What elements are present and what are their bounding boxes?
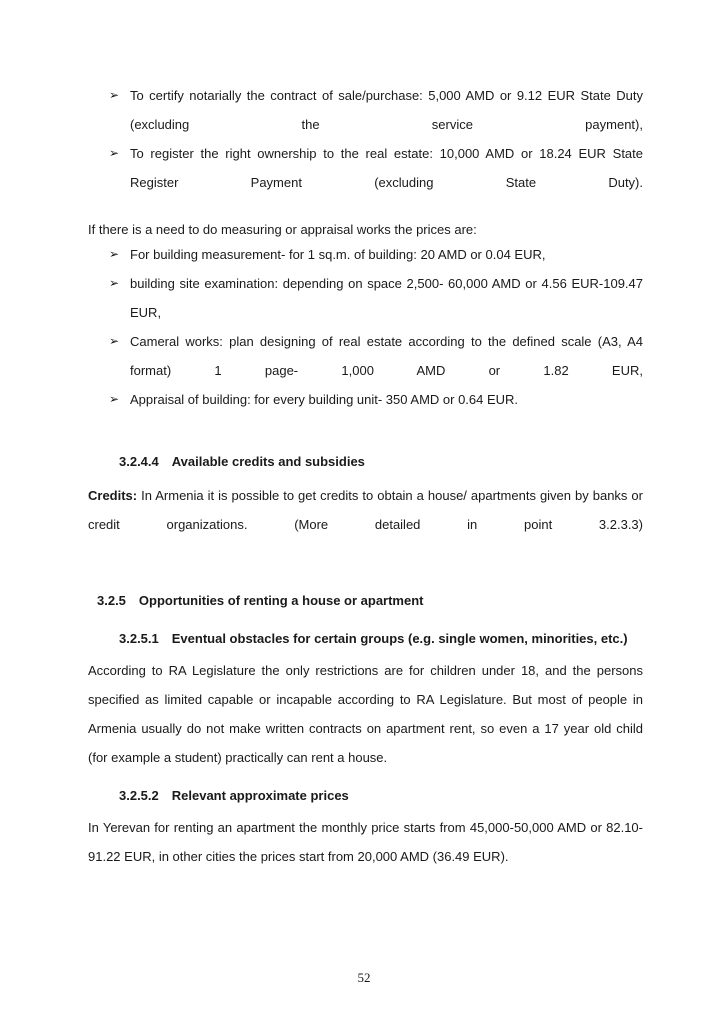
section-heading-3-2-4-4: 3.2.4.4 Available credits and subsidies [119,454,365,469]
prices-paragraph: In Yerevan for renting an apartment the monthly price starts from 45,000-50,000 AMD or 82.10- 91.22 EUR, in other cities the prices start from 20,000 AMD (36.49 EUR). [88,820,643,864]
section-heading-3-2-5-2: 3.2.5.2 Relevant approximate prices [119,788,349,803]
obstacles-paragraph: According to RA Legislature the only restrictions are for children under 18, and the persons specified as limited capable or incapable according to RA Legislature. But most of people in Armenia usually do not make written contracts on apartment rent, so even a 17 year old child (for example a student) practically can rent a house. [88,663,643,765]
notary-fees-list [88,81,643,197]
arrow-bullet-icon: ➢ [109,334,120,348]
arrow-bullet-icon: ➢ [109,276,120,290]
section-heading-3-2-5: 3.2.5 Opportunities of renting a house or apartment [97,593,424,608]
arrow-bullet-icon: ➢ [109,247,120,261]
list-item: ➢ Appraisal of building: for every building unit- 350 AMD or 0.64 EUR. [88,385,643,414]
measuring-intro: If there is a need to do measuring or appraisal works the prices are: [88,222,477,237]
list-item: ➢ To certify notarially the contract of sale/purchase: 5,000 AMD or 9.12 EUR State Duty (excluding the service payment), [88,81,643,139]
list-item: ➢ For building measurement- for 1 sq.m. of building: 20 AMD or 0.04 EUR, [88,240,643,269]
arrow-bullet-icon: ➢ [109,392,120,406]
arrow-bullet-icon: ➢ [109,146,120,160]
measuring-prices-list [88,240,643,414]
page-number: 52 [357,970,371,985]
credits-paragraph: Credits: In Armenia it is possible to get credits to obtain a house/ apartments given by banks or credit organizations. (More detailed in point 3.2.3.3) [88,488,643,532]
list-item: ➢ Cameral works: plan designing of real estate according to the defined scale (A3, A4 format) 1 page- 1,000 AMD or 1.82 EUR, [88,327,643,385]
list-item: ➢ To register the right ownership to the real estate: 10,000 AMD or 18.24 EUR State Register Payment (excluding State Duty). [88,139,643,197]
list-item: ➢ building site examination: depending on space 2,500- 60,000 AMD or 4.56 EUR-109.47 EUR, [88,269,643,327]
section-heading-3-2-5-1: 3.2.5.1 Eventual obstacles for certain groups (e.g. single women, minorities, etc.) [119,631,628,646]
arrow-bullet-icon: ➢ [109,88,120,102]
